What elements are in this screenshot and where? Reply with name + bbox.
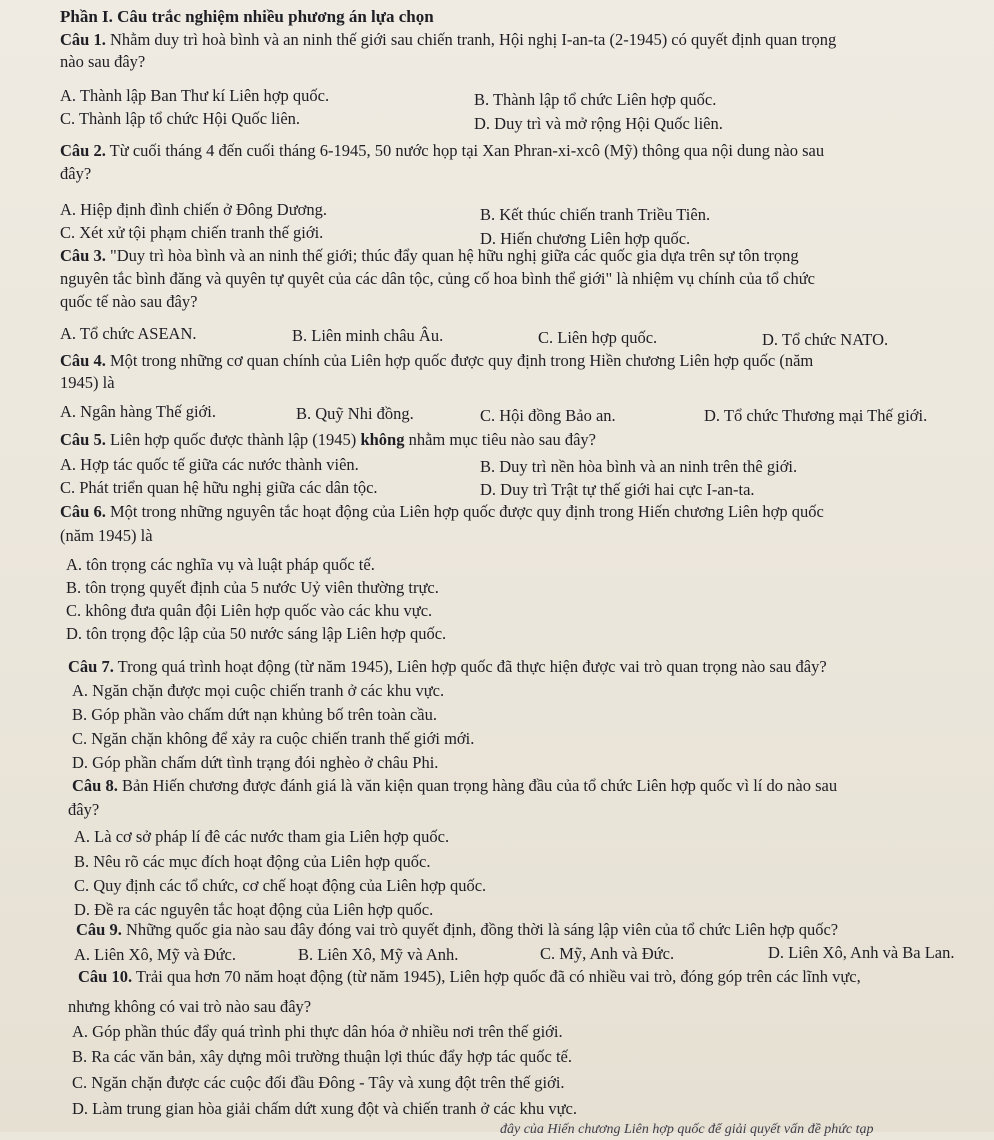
question-8-option-c: C. Quy định các tổ chức, cơ chế hoạt động của Liên hợp quốc.: [74, 876, 487, 895]
question-2-option-d: D. Hiến chương Liên hợp quốc.: [480, 229, 691, 248]
question-4-stem-text: Một trong những cơ quan chính của Liên hợp quốc được quy định trong Hiền chương Liên hợp quốc (năm: [105, 351, 814, 370]
question-8-option-d: D. Đề ra các nguyên tắc hoạt động của Liên hợp quốc.: [74, 900, 434, 919]
question-8-option-b: B. Nêu rõ các mục đích hoạt động của Liên hợp quốc.: [74, 852, 431, 871]
question-6-label: Câu 6.: [60, 502, 106, 521]
question-1-stem-text: Nhằm duy trì hoà bình và an ninh thế giới sau chiến tranh, Hội nghị I-an-ta (2-1945) có quyết định quan trọng: [105, 30, 837, 49]
question-6-option-c: C. không đưa quân đội Liên hợp quốc vào các khu vực.: [66, 601, 433, 620]
question-10-option-c: C. Ngăn chặn được các cuộc đối đầu Đông - Tây và xung đột trên thế giới.: [72, 1073, 565, 1092]
question-8-stem-line-1: [72, 776, 837, 796]
question-2-stem-line-2: đây?: [60, 164, 92, 183]
question-10-stem-line-2: nhưng không có vai trò nào sau đây?: [68, 997, 312, 1016]
question-9-option-b: B. Liên Xô, Mỹ và Anh.: [298, 945, 459, 964]
question-3-stem-line-3: quốc tế nào sau đây?: [60, 292, 198, 311]
question-7-stem-text: Trong quá trình hoạt động (từ năm 1945), Liên hợp quốc đã thực hiện được vai trò quan trọng nào sau đây?: [113, 657, 827, 676]
question-9-option-d: D. Liên Xô, Anh và Ba Lan.: [768, 943, 955, 962]
question-2-option-b: B. Kết thúc chiến tranh Triều Tiên.: [480, 205, 711, 224]
question-6-option-b: B. tôn trọng quyết định của 5 nước Uỷ viên thường trực.: [66, 578, 439, 597]
question-2-option-a: A. Hiệp định đình chiến ở Đông Dương.: [60, 200, 327, 219]
question-2-label: Câu 2.: [60, 141, 106, 160]
question-10-option-a: A. Góp phần thúc đẩy quá trình phi thực dân hóa ở nhiều nơi trên thế giới.: [72, 1022, 563, 1041]
question-8-stem-line-2: đây?: [68, 800, 100, 819]
question-2-stem-line-1: [60, 141, 824, 161]
section-title: Phần I. Câu trắc nghiệm nhiều phương án lựa chọn: [60, 7, 434, 26]
question-4-stem-line-2: 1945) là: [60, 373, 115, 392]
question-5-stem-line-1: [60, 430, 596, 450]
question-4-label: Câu 4.: [60, 351, 106, 370]
question-7-stem-line-1: [68, 657, 827, 677]
question-5-stem-text-post: nhằm mục tiêu nào sau đây?: [404, 430, 596, 449]
question-10-stem-line-1: [78, 967, 861, 987]
question-3-stem-line-1: [60, 246, 799, 266]
question-8-stem-text: Bản Hiến chương được đánh giá là văn kiện quan trọng hàng đầu của tổ chức Liên hợp quốc vì lí do nào sau: [117, 776, 838, 795]
cutoff-text-line: đây của Hiến chương Liên hợp quốc để giải quyết vấn đề phức tạp: [500, 1122, 874, 1137]
question-3-option-d: D. Tổ chức NATO.: [762, 330, 889, 349]
question-4-option-d: D. Tổ chức Thương mại Thế giới.: [704, 406, 928, 425]
question-3-label: Câu 3.: [60, 246, 106, 265]
question-2-stem-text: Từ cuối tháng 4 đến cuối tháng 6-1945, 50 nước họp tại Xan Phran-xi-xcô (Mỹ) thông qua nội dung nào sau: [105, 141, 825, 160]
question-3-option-c: C. Liên hợp quốc.: [538, 328, 658, 347]
question-5-option-d: D. Duy trì Trật tự thế giới hai cực I-an-ta.: [480, 480, 755, 499]
question-6-stem-line-1: [60, 502, 824, 522]
question-5-option-a: A. Hợp tác quốc tế giữa các nước thành viên.: [60, 455, 359, 474]
question-7-option-a: A. Ngăn chặn được mọi cuộc chiến tranh ở các khu vực.: [72, 681, 445, 700]
question-8-option-a: A. Là cơ sở pháp lí đê các nước tham gia Liên hợp quốc.: [74, 827, 450, 846]
question-1-option-a: A. Thành lập Ban Thư kí Liên hợp quốc.: [60, 86, 330, 105]
question-5-option-b: B. Duy trì nền hòa bình và an ninh trên thê giới.: [480, 457, 798, 476]
question-7-option-c: C. Ngăn chặn không để xảy ra cuộc chiến tranh thế giới mới.: [72, 729, 475, 748]
question-1-stem-line-2: nào sau đây?: [60, 52, 146, 71]
question-5-stem-emphasis: không: [360, 430, 405, 449]
question-7-option-b: B. Góp phần vào chấm dứt nạn khủng bố trên toàn cầu.: [72, 705, 437, 724]
question-9-stem-text: Những quốc gia nào sau đây đóng vai trò quyết định, đồng thời là sáng lập viên của tổ chức Liên hợp quốc?: [121, 920, 839, 939]
question-3-stem-text: "Duy trì hòa bình và an ninh thế giới; thúc đẩy quan hệ hữu nghị giữa các quốc gia dựa trên sự tôn trọng: [105, 246, 799, 265]
question-5-label: Câu 5.: [60, 430, 106, 449]
question-1-option-d: D. Duy trì và mở rộng Hội Quốc liên.: [474, 114, 723, 133]
question-6-option-a: A. tôn trọng các nghĩa vụ và luật pháp quốc tế.: [66, 555, 375, 574]
question-1-stem-line-1: [60, 30, 836, 50]
question-4-stem-line-1: [60, 351, 813, 371]
question-6-stem-text: Một trong những nguyên tắc hoạt động của Liên hợp quốc được quy định trong Hiến chương Liên hợp quốc: [105, 502, 824, 521]
question-3-option-b: B. Liên minh châu Âu.: [292, 326, 444, 345]
question-4-option-c: C. Hội đồng Bảo an.: [480, 406, 616, 425]
question-5-option-c: C. Phát triển quan hệ hữu nghị giữa các dân tộc.: [60, 478, 378, 497]
question-9-stem-line-1: [76, 920, 838, 940]
question-9-label: Câu 9.: [76, 920, 122, 939]
question-10-option-b: B. Ra các văn bản, xây dựng môi trường thuận lợi thúc đẩy hợp tác quốc tế.: [72, 1047, 572, 1066]
question-8-label: Câu 8.: [72, 776, 118, 795]
question-9-option-a: A. Liên Xô, Mỹ và Đức.: [74, 945, 236, 964]
question-10-stem-text: Trải qua hơn 70 năm hoạt động (từ năm 1945), Liên hợp quốc đã có nhiều vai trò, đóng góp trên các lĩnh vực,: [132, 967, 861, 986]
question-4-option-b: B. Quỹ Nhi đồng.: [296, 404, 414, 423]
question-10-option-d: D. Làm trung gian hòa giải chấm dứt xung đột và chiến tranh ở các khu vực.: [72, 1099, 577, 1118]
question-6-stem-line-2: (năm 1945) là: [60, 526, 153, 545]
question-4-option-a: A. Ngân hàng Thế giới.: [60, 402, 216, 421]
question-9-option-c: C. Mỹ, Anh và Đức.: [540, 944, 675, 963]
question-10-label: Câu 10.: [78, 967, 133, 986]
question-1-option-c: C. Thành lập tổ chức Hội Quốc liên.: [60, 109, 301, 128]
question-1-option-b: B. Thành lập tổ chức Liên hợp quốc.: [474, 90, 717, 109]
question-7-label: Câu 7.: [68, 657, 114, 676]
question-7-option-d: D. Góp phần chấm dứt tình trạng đói nghèo ở châu Phi.: [72, 753, 439, 772]
question-3-option-a: A. Tổ chức ASEAN.: [60, 324, 197, 343]
question-3-stem-line-2: nguyên tắc bình đăng và quyên tự quyêt của các dân tộc, củng cố hoa bình thể giới" là nhiệm vụ chính của tổ chức: [60, 269, 815, 288]
question-6-option-d: D. tôn trọng độc lập của 50 nước sáng lập Liên hợp quốc.: [66, 624, 447, 643]
question-1-label: Câu 1.: [60, 30, 106, 49]
question-5-stem-text-pre: Liên hợp quốc được thành lập (1945): [105, 430, 361, 449]
question-2-option-c: C. Xét xử tội phạm chiến tranh thế giới.: [60, 223, 324, 242]
